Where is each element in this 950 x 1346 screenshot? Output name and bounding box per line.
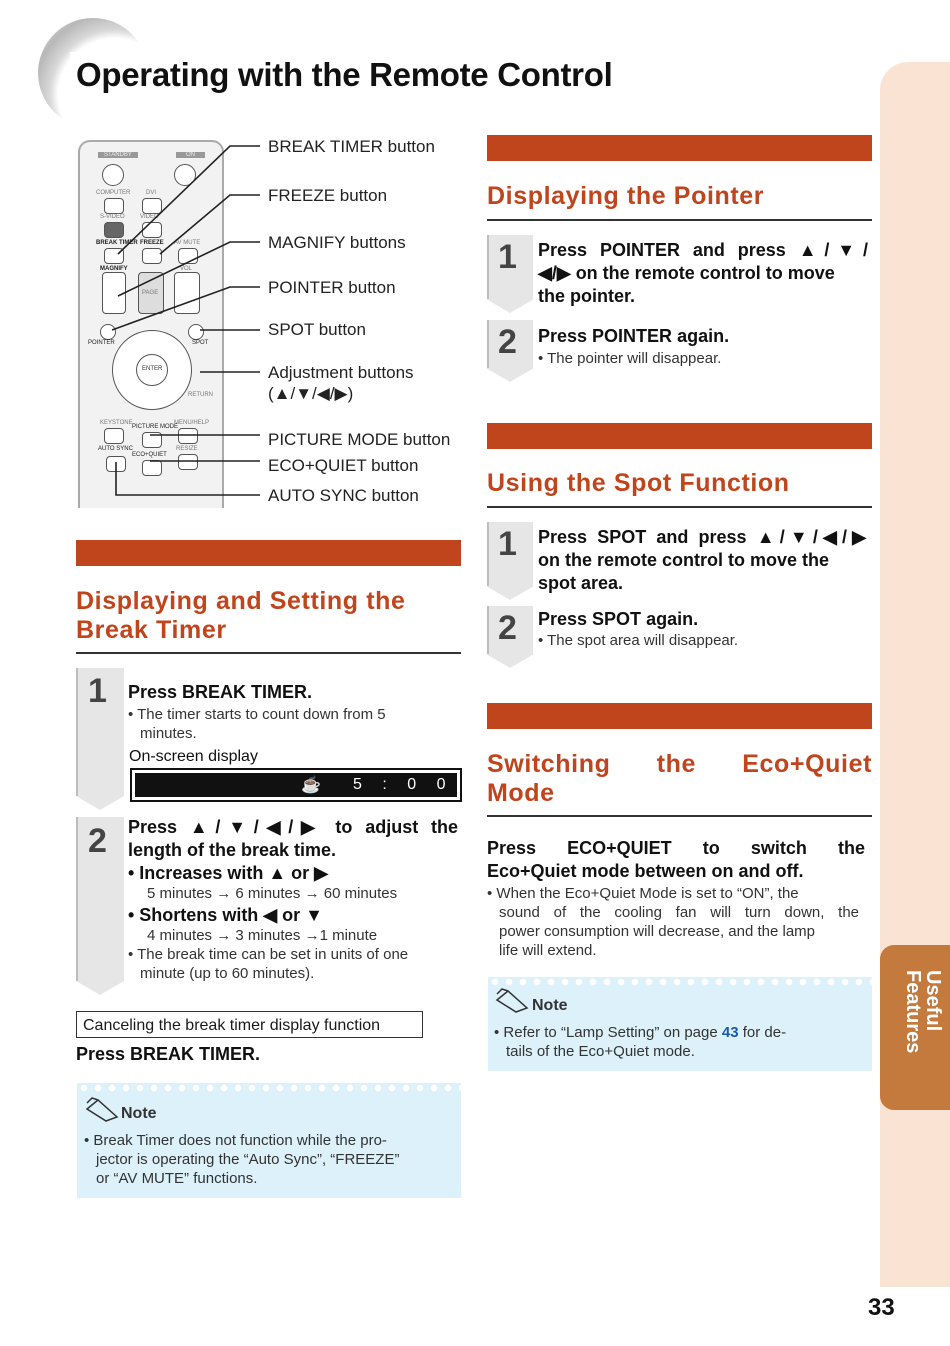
spot-key-again: SPOT [592,609,642,629]
callout-freeze: FREEZE button [268,186,388,205]
eco-note-line2: tails of the Eco+Quiet mode. [506,1043,695,1060]
eco-bullet-line4: life will extend. [499,942,597,959]
spot-step-1-arrow [486,586,534,600]
step-1-arrow [76,796,124,810]
eco-prefix: Press [487,838,568,858]
pointer-step-2-bullet: • The pointer will disappear. [538,350,722,367]
step-2-bullet: • The break time can be set in units of one [128,946,409,963]
step-2-increase: • Increases with ▲ or ▶ [128,863,329,883]
section-title-break-timer [76,587,461,645]
section-bar-spot [487,423,872,449]
pointer-step-1-line3: the pointer. [538,286,636,306]
pointer-step-1-prefix: Press [538,240,600,260]
eco-quiet-key: ECO+QUIET [567,838,672,858]
remote-resize-label: RESIZE [176,446,198,452]
remote-computer-label: COMPUTER [96,190,131,196]
eco-suffix: to switch the [671,838,865,858]
spot-key: SPOT [597,527,647,547]
section-bar-eco [487,703,872,729]
spot-step-2-arrow [486,654,534,668]
spot-step-1-line2: on the remote control to move the [538,550,830,570]
eco-instruction-line2: Eco+Quiet mode between on and off. [487,861,804,881]
pointer-step-2-number: 2 [498,323,517,361]
callout-adjustment: Adjustment buttons [268,363,414,382]
break-timer-key: BREAK TIMER [182,682,308,702]
eco-note-suffix: for de- [738,1024,787,1041]
callout-auto-sync: AUTO SYNC button [268,486,419,505]
cancel-label-box: Canceling the break timer display function [76,1011,423,1038]
remote-magnify-label: MAGNIFY [100,266,128,272]
page-43-link[interactable]: 43 [721,1024,739,1041]
coffee-cup-icon: ☕ [301,777,321,794]
remote-return-label: RETURN [188,392,213,398]
pointer-step-1-line1 [538,239,868,262]
callout-picture-mode: PICTURE MODE button [268,430,451,449]
spot-step-2-bullet: • The spot area will disappear. [538,632,739,649]
step-2-line2: length of the break time. [128,840,337,860]
section-rule [76,652,461,654]
note-border-dots [488,977,872,987]
section-title-break-timer-line2: Break Timer [76,616,227,644]
eco-note-line1 [494,1023,854,1042]
spot-step-1-prefix: Press [538,527,598,547]
step-2-number: 2 [88,822,107,860]
remote-video-label: VIDEO [140,214,159,220]
section-rule [487,506,872,508]
remote-break-timer-label: BREAK TIMER [96,240,138,246]
remote-eco-quiet-label: ECO+QUIET [132,452,167,458]
remote-auto-sync-label: AUTO SYNC [98,446,133,452]
section-title-eco-line1: Switching the Eco+Quiet [487,750,872,778]
spot-step-2-instruction [538,608,698,631]
section-rule [487,815,872,817]
section-bar-pointer [487,135,872,161]
section-title-eco [487,750,872,808]
remote-av-mute-label: AV MUTE [174,240,201,246]
step-1-suffix: . [307,682,313,702]
pencil-note-icon [84,1097,120,1123]
pointer-step-1-number: 1 [498,238,517,276]
spot-step-1-number: 1 [498,525,517,563]
remote-menu-label: MENU/HELP [174,420,210,426]
note-line2: jector is operating the “Auto Sync”, “FREEZE” [96,1151,400,1168]
spot-step-1-suffix: and press ▲/▼/◀/▶ [646,527,866,547]
pointer-key: POINTER [599,240,680,260]
step-2-increase-detail: 5 minutes → 6 minutes → 60 minutes [147,885,398,902]
note-border-dots [77,1083,461,1093]
pointer-step-2-prefix: Press [538,326,593,346]
remote-dvi-label: DVI [146,190,157,196]
note-line3: or “AV MUTE” functions. [96,1170,258,1187]
section-rule [487,219,872,221]
eco-bullet-line2: sound of the cooling fan will turn down, the [499,904,859,921]
eco-instruction-line1 [487,837,865,860]
page-number: 33 [868,1294,895,1321]
pointer-step-1-arrow [486,299,534,313]
note-line1: • Break Timer does not function while the pro- [84,1132,387,1149]
remote-svideo-label: S-VIDEO [100,214,125,220]
pointer-step-2-suffix: again. [672,326,730,346]
step-1-bullet-cont: minutes. [140,725,197,742]
step-1-bullet: • The timer starts to count down from 5 [128,706,386,723]
step-1-prefix: Press [128,682,183,702]
step-2-bullet-cont: minute (up to 60 minutes). [140,965,315,982]
section-bar-break-timer [76,540,461,566]
remote-freeze-label: FREEZE [140,240,164,246]
side-tab-label [893,970,943,1080]
remote-picture-mode-label: PICTURE MODE [132,424,179,430]
pointer-step-1-suffix: and press ▲/▼/ [679,240,869,260]
cancel-suffix: . [255,1044,261,1064]
step-1-instruction [128,681,312,704]
remote-standby-label: STANDBY [98,152,138,158]
side-tab-line1: Useful [922,970,944,1032]
spot-step-2-suffix: again. [641,609,699,629]
pointer-step-2-instruction [538,325,729,348]
step-1-number: 1 [88,672,107,710]
on-screen-display [130,768,462,802]
callout-eco-quiet: ECO+QUIET button [268,456,419,475]
pointer-key-again: POINTER [592,326,673,346]
remote-vol-label: VOL [180,266,193,272]
pencil-note-icon [494,988,530,1014]
note-label-break-timer: Note [121,1105,157,1122]
section-title-eco-line2: Mode [487,779,555,807]
callout-magnify: MAGNIFY buttons [268,233,406,252]
page-title: Operating with the Remote Control [76,56,613,93]
step-2-decrease-detail: 4 minutes → 3 minutes →1 minute [147,927,378,944]
eco-bullet-line3: power consumption will decrease, and the lamp [499,923,816,940]
remote-pointer-label: POINTER [88,340,115,346]
remote-spot-label: SPOT [192,340,209,346]
step-2-arrow [76,981,124,995]
section-title-pointer: Displaying the Pointer [487,182,765,210]
callout-adjustment-arrows: (▲/▼/◀/▶) [268,384,354,403]
remote-keystone-label: KEYSTONE [100,420,133,426]
callout-break-timer: BREAK TIMER button [268,137,435,156]
pointer-step-1-line2: ◀/▶ on the remote control to move [538,263,835,283]
remote-enter-label: ENTER [142,366,163,372]
pointer-step-2-arrow [486,368,534,382]
remote-page-label: PAGE [142,290,159,296]
step-2-line1: Press ▲/▼/◀/▶ to adjust the [128,817,458,837]
callout-spot: SPOT button [268,320,366,339]
cancel-instruction [76,1043,260,1066]
section-title-break-timer-line1: Displaying and Setting the [76,587,406,615]
cancel-key: BREAK TIMER [130,1044,256,1064]
spot-step-2-number: 2 [498,609,517,647]
osd-timer-value: 5 : 0 0 [353,776,454,793]
osd-label: On-screen display [129,748,258,765]
cancel-prefix: Press [76,1044,131,1064]
section-title-spot: Using the Spot Function [487,469,790,497]
eco-bullet-line1: • When the Eco+Quiet Mode is set to “ON”, the [487,885,799,902]
osd-panel [135,773,457,797]
spot-step-1-line1 [538,526,866,549]
side-tab-line2: Features [902,970,924,1054]
spot-step-2-prefix: Press [538,609,593,629]
spot-step-1-line3: spot area. [538,573,624,593]
note-label-eco: Note [532,997,568,1014]
eco-note-prefix: • Refer to “Lamp Setting” on page [494,1024,722,1041]
step-2-decrease: • Shortens with ◀ or ▼ [128,905,323,925]
callout-pointer: POINTER button [268,278,396,297]
remote-on-label: ON [176,152,205,158]
